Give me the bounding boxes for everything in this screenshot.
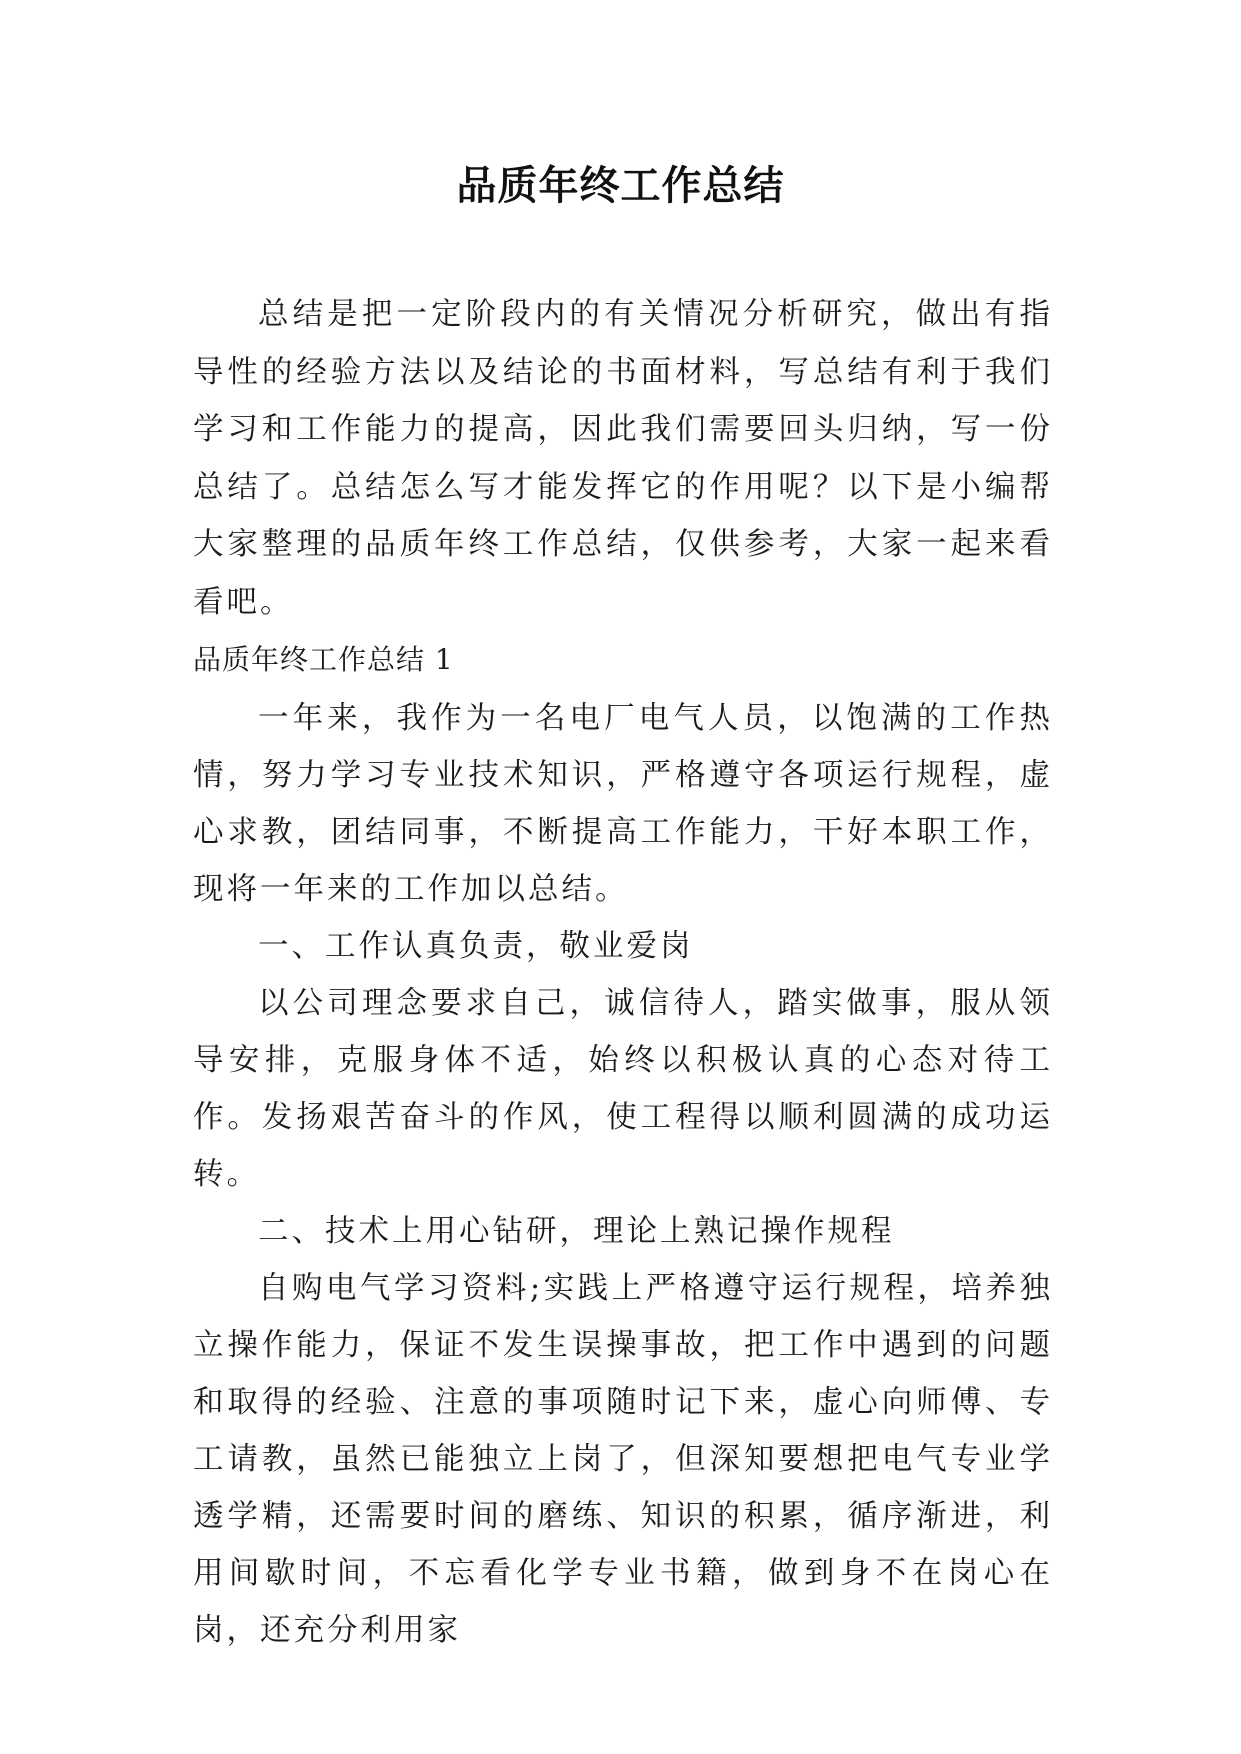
paragraph-1: 一年来，我作为一名电厂电气人员，以饱满的工作热情，努力学习专业技术知识，严格遵守各项运行规程，虚心求教，团结同事，不断提高工作能力，干好本职工作，现将一年来的工作加以总结。 xyxy=(193,701,1053,907)
section-title: 品质年终工作总结 1 xyxy=(193,643,454,676)
paragraph-2: 以公司理念要求自己，诚信待人，踏实做事，服从领导安排，克服身体不适，始终以积极认真的心态对待工作。发扬艰苦奋斗的作风，使工程得以顺利圆满的成功运转。 xyxy=(193,986,1053,1192)
intro-paragraph: 总结是把一定阶段内的有关情况分析研究，做出有指导性的经验方法以及结论的书面材料，写总结有利于我们学习和工作能力的提高，因此我们需要回头归纳，写一份总结了。总结怎么写才能发挥它的作用呢？以下是小编帮大家整理的品质年终工作总结，仅供参考，大家一起来看看吧。 xyxy=(193,297,1053,620)
document-title: 品质年终工作总结 xyxy=(456,162,785,209)
heading-2: 二、技术上用心钻研，理论上熟记操作规程 xyxy=(258,1214,895,1249)
heading-1: 一、工作认真负责，敬业爱岗 xyxy=(258,929,694,964)
paragraph-3: 自购电气学习资料;实践上严格遵守运行规程，培养独立操作能力，保证不发生误操事故，把工作中遇到的问题和取得的经验、注意的事项随时记下来，虚心向师傅、专工请教，虽然已能独立上岗了，但深知要想把电气专业学透学精，还需要时间的磨练、知识的积累，循序渐进，利用间歇时间，不忘看化学专业书籍，做到身不在岗心在岗，还充分利用家 xyxy=(193,1271,1053,1648)
section-content xyxy=(193,690,1053,1659)
